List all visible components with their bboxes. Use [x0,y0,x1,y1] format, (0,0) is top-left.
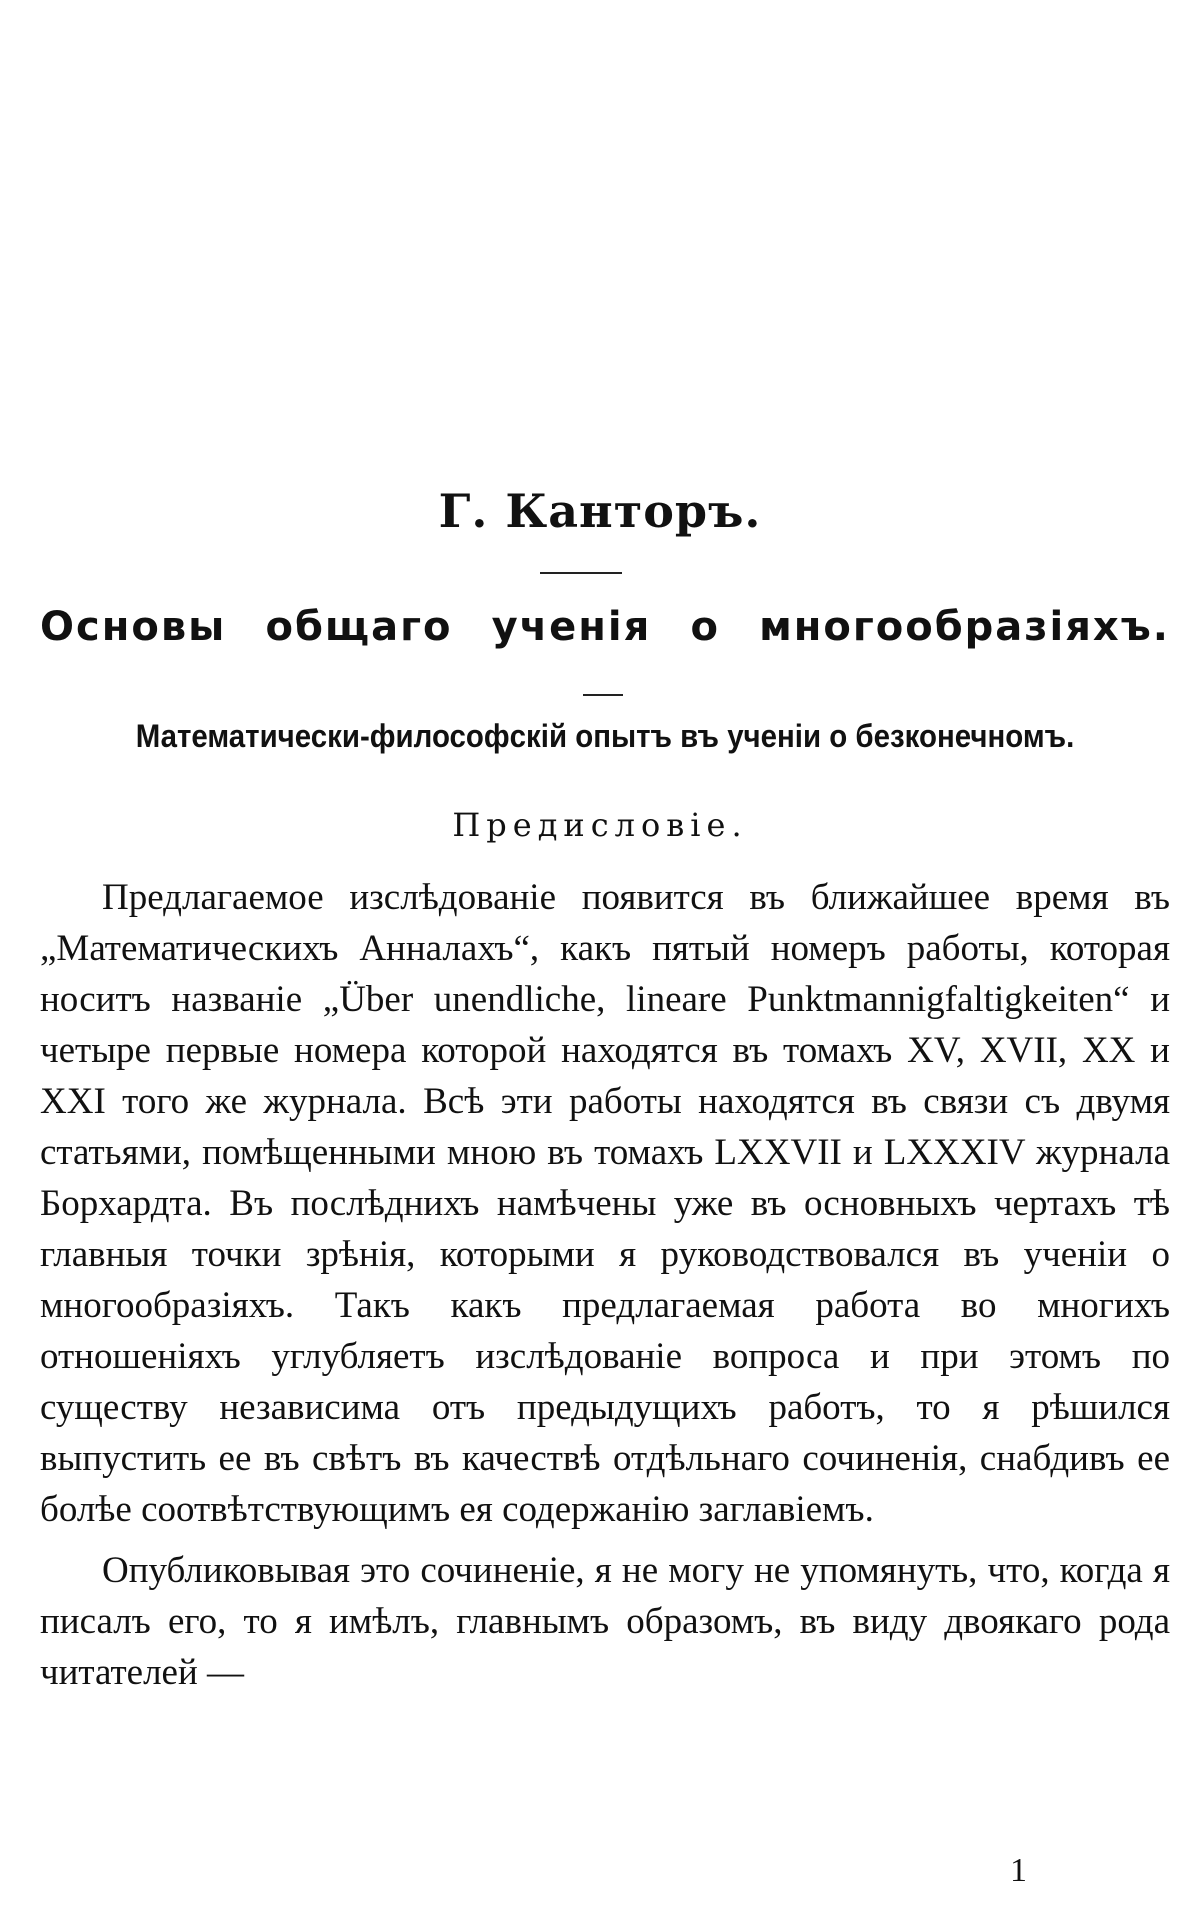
body-text [40,872,1170,1698]
paragraph: Предлагаемое изслѣдованіе появится въ ближайшее время въ „Математическихъ Анналахъ“, какъ пятый номеръ работы, которая носитъ названіе „Über unendliche, lineare Punktmannigfaltigkeiten“ и четыре первые номера которой находятся въ томахъ XV, XVII, XX и XXI того же журнала. Всѣ эти работы находятся въ связи съ двумя статьями, помѣщенными мною въ томахъ LXXVII и LXXXIV журнала Борхардта. Въ послѣднихъ намѣчены уже въ основныхъ чертахъ тѣ главныя точки зрѣнія, которыми я руководствовался въ ученіи о многообразіяхъ. Такъ какъ предлагаемая работа во многихъ отношеніяхъ углубляетъ изслѣдованіе вопроса и при этомъ по существу независима отъ предыдущихъ работъ, то я рѣшился выпустить ее въ свѣтъ въ качествѣ отдѣльнаго сочиненія, снабдивъ ее болѣе соотвѣтствующимъ ея содержанію заглавіемъ. [40,877,1170,1530]
page-number: 1 [1010,1852,1027,1889]
section-heading: Предисловіе. [452,806,748,844]
document-subtitle: Математически-философскій опытъ въ ученіи о безконечномъ. [135,718,1075,754]
author-name: Г. Канторъ. [438,484,762,538]
document-title: Основы общаго ученія о многообразіяхъ. [40,604,1170,650]
paragraph: Опубликовывая это сочиненіе, я не могу не упомянуть, что, когда я писалъ его, то я имѣлъ, главнымъ образомъ, въ виду двоякаго рода читателей — [40,1550,1170,1693]
title-divider [540,572,622,574]
subtitle-divider [583,694,623,696]
